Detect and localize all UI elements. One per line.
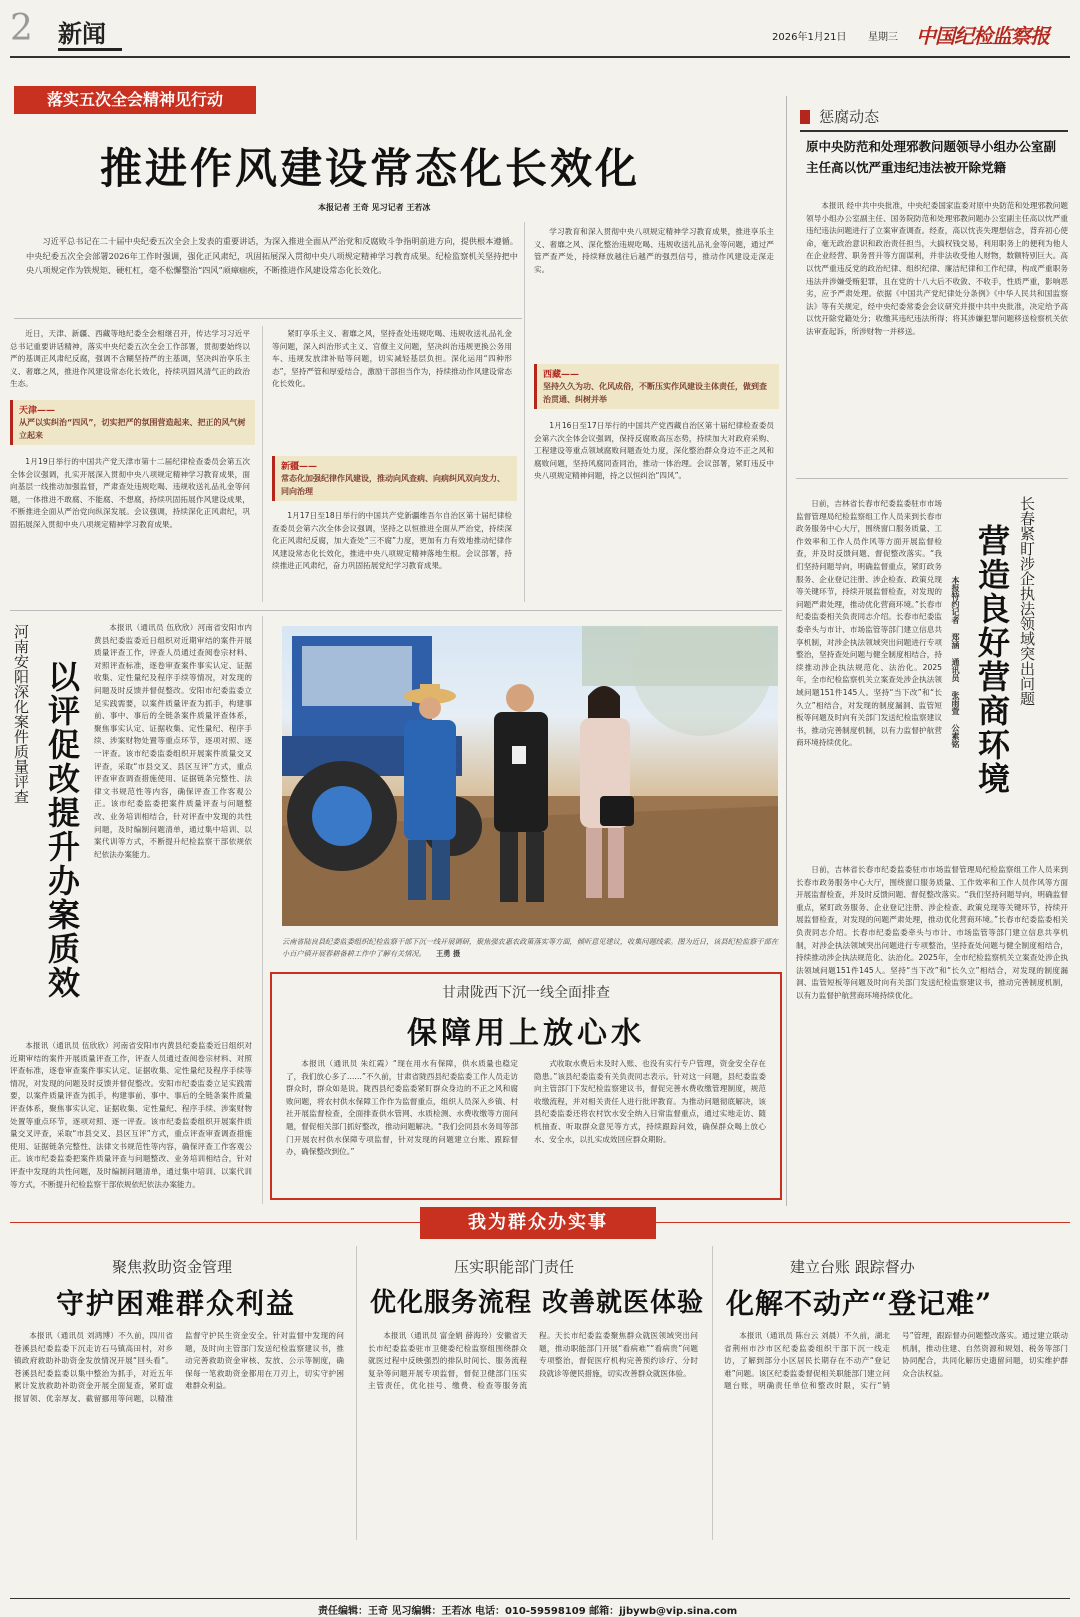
wwbz1-body: 本报讯（通讯员 刘鸿博）不久前，四川省苍溪县纪委监委下沉走访石马镇高田村，对乡镇政府救助补助资金发放情况开展“回头看”。苍溪县纪委监委以集中整治为抓手，对近五年累计发放救助补助资金开展全面复查，紧盯虚报冒领、优亲厚友、截留挪用等问题，以精准监督守护民生资金安全。针对监督中发现的问题，及时向主管部门发送纪检监察建议书，推动完善救助资金审核、发放、公示等制度，确保每一笔救助资金都用在刀刃上，切实守护困难群众利益。: [14, 1331, 344, 1403]
issue-date: 2026年1月21日: [772, 32, 847, 43]
col-sep-2: [524, 222, 525, 602]
lead-col2-para: 紧盯享乐主义、奢靡之风，坚持查处违规吃喝、违规收送礼品礼金等问题，深入纠治形式主义、官僚主义问题，坚决纠治违规更换公务用车、违规发放津补贴等问题，切实减轻基层负担。深化运用“四种形态”，坚持严管和厚爱结合，激励干部担当作为，持续推动作风建设常态化长效化。: [272, 329, 512, 389]
wwbz-sep-2: [712, 1246, 713, 1540]
issue-weekday: 星期三: [868, 32, 898, 43]
xizang-tag: 西藏——: [543, 370, 580, 380]
wwbz-banner-label: 我为群众办实事: [468, 1212, 608, 1233]
changchun-kicker: 长春紧盯涉企执法领域突出问题: [1018, 496, 1036, 706]
changchun-headline: 营造良好营商环境: [973, 524, 1011, 796]
gansu-body-right: 式收取水费后未及时入账、也没有实行专户管理，资金安全存在隐患。”该县纪委监委有关负责同志表示。针对这一问题，县纪委监委向主管部门下发纪检监察建议书，督促完善水费收缴管理制度，规范收缴流程，并对相关责任人进行批评教育。为推动问题彻底解决，该县纪委监委还将农村饮水安全纳入日常监督重点，通过实地走访、随机抽查、听取群众意见等方式，持续跟踪问效，确保群众喝上放心水、安全水，以扎实成效回应群众期盼。: [534, 1059, 766, 1144]
henan-sep: [262, 616, 263, 1204]
gansu-body-left: 本报讯（通讯员 朱红霞）“现在用水有保障，供水质量也稳定了，我们放心多了……”不久前，甘肃省陇西县纪委监委工作人员走访群众时，群众如是说。陇西县纪委监委紧盯群众身边的不正之风和腐败问题，将农村供水保障工作作为监督重点，组织人员深入乡镇、村社开展监督检查，全面排查供水管网、水质检测、水费收缴等方面问题，督促相关部门抓好整改，推动问题解决。“我们会同县水务局等部门开展农村供水保障专项监督，针对发现的问题建立台账、跟踪督办，确保整改到位。”: [286, 1059, 518, 1157]
lead-col2b-para: 1月17日至18日举行的中国共产党新疆维吾尔自治区第十届纪律检查委员会第六次全体会议强调，坚持之以恒推进全面从严治党，持续深化正风肃纪反腐，加大查处“三不腐”力度，更加有力有效地推动纪律作风建设常态化长效化，推进中央八项规定精神落地生根。会议部署，持续推进正风肃纪，奋力巩固拓展党纪学习教育成果。: [272, 511, 512, 571]
wwbz-sep-1: [356, 1246, 357, 1540]
wwbz1-headline: 守护困难群众利益: [56, 1287, 297, 1320]
wwbz1-kicker: 聚焦救助资金管理: [112, 1258, 233, 1276]
wwbz2-body: 本报讯（通讯员 富金娟 薛海玲）安徽省天长市纪委监委驻市卫健委纪检监察组围绕群众就医过程中反映强烈的排队时间长、服务流程复杂等问题开展专项监督，督促卫健部门压实主管责任，优化挂号、缴费、检查等服务流程。天长市纪委监委聚焦群众就医领域突出问题，推动职能部门开展“看病难”“看病贵”问题专项整治，督促医疗机构完善预约诊疗、分时段就诊等便民措施，切实改善群众就医体验。: [368, 1331, 698, 1391]
photo-caption: [282, 936, 778, 960]
footer-editors: 责任编辑：王奇 见习编辑：王若冰 电话：010-59598109 邮箱：jjbywb@vip.sina.com: [318, 1606, 738, 1617]
lead-col3-para: 学习教育和深入贯彻中央八项规定精神学习教育成果，推进享乐主义、奢靡之风、深化整治违规吃喝、违规收送礼品礼金等问题，通过严管严查严处，持续释放越往后越严的强烈信号，推动作风建设走深走实。: [534, 227, 774, 274]
xizang-subhead: [534, 364, 779, 409]
section-underline: [58, 48, 122, 51]
wwbz-banner: [420, 1207, 656, 1239]
lead-col1-para: 近日，天津、新疆、西藏等地纪委全会相继召开，传达学习习近平总书记重要讲话精神，落实中央纪委五次全会工作部署，贯彻要始终以严的基调正风肃纪反腐，强调不含糊坚持严的主基调，坚决纠治享乐主义、奢靡之风，推进作风建设常态化长效化，持续巩固风清气正的政治生态。: [10, 329, 250, 389]
wwbz3-kicker: 建立台账 跟踪督办: [790, 1258, 915, 1276]
anti-corruption-label: 惩腐动态: [819, 108, 880, 126]
col-sep-1: [262, 326, 263, 602]
lead-col1b-para: 1月19日举行的中国共产党天津市第十二届纪律检查委员会第五次全体会议强调，扎实开展深入贯彻中央八项规定精神学习教育成果，面向基层一线推动加强监督，严肃查处违规吃喝、违规收送礼品礼金等问题，一体推进不敢腐、不能腐、不想腐，持续巩固拓展作风建设成果，不断推进全面从严治党向纵深发展。会议强调，持续深化正风肃纪，巩固拓展深入贯彻中央八项规定精神学习教育成果。: [10, 457, 250, 529]
page-number: 2: [10, 8, 33, 49]
news-photo: [282, 626, 778, 926]
wwbz3-body: 本报讯（通讯员 陈台云 刘晨）不久前，湖北省荆州市沙市区纪委监委组织干部下沉一线走访，了解到部分小区居民长期存在不动产“登记难”问题。该区纪委监委督促相关职能部门建立问题台账，明确责任单位和整改时限，实行“销号”管理，跟踪督办问题整改落实。通过建立联动机制，推动住建、自然资源和规划、税务等部门协同配合，共同化解历史遗留问题，切实维护群众合法权益。: [724, 1331, 1068, 1391]
gansu-box: [270, 972, 782, 1200]
xizang-sub: 坚持久久为功、化风成俗，不断压实作风建设主体责任，做到查治贯通、纠树并举: [543, 382, 767, 404]
section-label: 新闻: [58, 19, 106, 48]
wwbz2-kicker: 压实职能部门责任: [454, 1258, 575, 1276]
right-col-sep: [786, 96, 787, 1206]
lead-bottom-rule: [10, 610, 782, 611]
masthead-rule: [10, 56, 1070, 58]
intro-rule: [14, 318, 522, 319]
lead-intro: 习近平总书记在二十届中央纪委五次全会上发表的重要讲话，为深入推进全面从严治党和反腐败斗争指明前进方向，提供根本遵循。中央纪委五次全会部署2026年工作时强调，强化正风肃纪，巩固拓展深入贯彻中央八项规定精神学习教育成果。纪检监察机关坚持把中央八项规定作为铁规矩、硬杠杠，毫不松懈整治“四风”顽瘴痼疾，不断推进作风建设常态化长效化。: [26, 236, 518, 275]
henan-body-wide: 本报讯（通讯员 伍欣欣）河南省安阳市内黄县纪委监委近日组织对近期审结的案件开展质量评查工作，评查人员通过查阅卷宗材料、对照评查标准，逐卷审查案件事实认定、证据收集、定性量纪及程序手续等情况，对发现的问题及时反馈并督促整改。安阳市纪委监委立足实践需要，以案件质量评查为抓手，构建事前、事中、事后的全链条案件质量评查体系，聚焦事实认定、证据收集、定性量纪、程序手续、涉案财物处置等重点环节，逐项对照、逐一评查。该市纪委监委组织开展案件质量交叉评查，采取“市县交叉、县区互评”方式，重点评查审查调查措施使用、证据链条完整性、法律文书规范性等内容，确保评查工作客观公正。该市纪委监委把案件质量评查与问题整改、业务培训相结合，针对评查中发现的共性问题，及时编制问题清单，通过集中培训、以案代训等方式，不断提升纪检监察干部依规依纪依法办案能力。: [10, 1041, 252, 1189]
wwbz2-headline: 优化服务流程 改善就医体验: [370, 1288, 705, 1318]
photo-scene: [282, 626, 778, 926]
gansu-headline: 保障用上放心水: [407, 1016, 645, 1051]
henan-kicker: 河南安阳深化案件质量评查: [12, 624, 30, 804]
photo-caption-text: 云南省陆良县纪委监委组织纪检监察干部下沉一线开展调研，聚焦强农惠农政策落实等方面，倾听意见建议，收集问题线索。图为近日，该县纪检监察干部在小百户镇开展春耕备耕工作中了解有关情况。: [282, 937, 778, 958]
paper-logo: 中国纪检监察报: [916, 24, 1049, 48]
lead-col3b-para: 1月16日至17日举行的中国共产党西藏自治区第十届纪律检查委员会第六次全体会议强调，保持反腐败高压态势，持续加大对政府采购、工程建设等重点领域腐败问题查处力度，深化整治群众身边不正之风和腐败问题，坚持风腐同查同治，推动一体治理。会议部署，紧盯违反中央八项规定精神问题，持之以恒纠治“四风”。: [534, 421, 774, 481]
xinjiang-sub: 常态化加强纪律作风建设，推动向风查病、向病纠风双向发力、同向治理: [281, 474, 505, 496]
footer-rule: [10, 1598, 1070, 1599]
tianjin-tag: 天津——: [19, 406, 56, 416]
anti-corruption-icon: [800, 110, 810, 124]
theme-banner-label: 落实五次全会精神见行动: [46, 90, 223, 109]
photo-credit: 王勇 摄: [436, 949, 461, 958]
wwbz3-headline: 化解不动产“登记难”: [726, 1287, 993, 1320]
gansu-kicker: 甘肃陇西下沉一线全面排查: [442, 985, 610, 1001]
henan-body: 本报讯（通讯员 伍欣欣）河南省安阳市内黄县纪委监委近日组织对近期审结的案件开展质量评查工作，评查人员通过查阅卷宗材料、对照评查标准，逐卷审查案件事实认定、证据收集、定性量纪及程序手续等情况，对发现的问题及时反馈并督促整改。安阳市纪委监委立足实践需要，以案件质量评查为抓手，构建事前、事中、事后的全链条案件质量评查体系，聚焦事实认定、证据收集、定性量纪、程序手续、涉案财物处置等重点环节，逐项对照、逐一评查。该市纪委监委组织开展案件质量交叉评查，采取“市县交叉、县区互评”方式，重点评查审查调查措施使用、证据链条完整性、法律文书规范性等内容，确保评查工作客观公正。该市纪委监委把案件质量评查与问题整改、业务培训相结合，针对评查中发现的共性问题，及时编制问题清单，通过集中培训、以案代训等方式，不断提升纪检监察干部依规依纪依法办案能力。: [94, 623, 252, 859]
anti-corruption-label-box: [800, 106, 879, 127]
xinjiang-subhead: [272, 456, 517, 501]
changchun-body-wide: 日前，吉林省长春市纪委监委驻市市场监督管理局纪检监察组工作人员来到长春市政务服务中心大厅，围绕窗口服务质量、工作效率和工作人员作风等方面开展监督检查，并及时反馈问题、督促整改落实。“我们坚持问题导向，明确监督重点，紧盯政务服务、企业登记注册、涉企检查、政策兑现等关键环节，持续开展监督检查，对发现的问题严肃处理，推动优化营商环境。”长春市纪委监委相关负责同志介绍。长春市纪委监委牵头与市计、市场监管等部门建立信息共享机制，对涉企执法领域突出问题进行专项整治，坚持查处问题与健全制度相结合，持续推动涉企执法规范化、法治化。2025年，全市纪检监察机关立案查处涉企执法领域问题151件145人。坚持“当下改”和“长久立”相结合，对发现的制度漏洞、监管短板等问题及时向有关部门发送纪检监察建议书，推动完善制度机制，以有力监督护航营商环境持续优化。: [796, 865, 1068, 1000]
anti-corruption-headline: 原中央防范和处理邪教问题领导小组办公室副主任高以忱严重违纪违法被开除党籍: [806, 139, 1057, 175]
changchun-body: 日前，吉林省长春市纪委监委驻市市场监督管理局纪检监察组工作人员来到长春市政务服务中心大厅，围绕窗口服务质量、工作效率和工作人员作风等方面开展监督检查，并及时反馈问题、督促整改落实。“我们坚持问题导向，明确监督重点，紧盯政务服务、企业登记注册、涉企检查、政策兑现等关键环节，持续开展监督检查，对发现的问题严肃处理，推动优化营商环境。”长春市纪委监委相关负责同志介绍。长春市纪委监委牵头与市计、市场监管等部门建立信息共享机制，对涉企执法领域突出问题进行专项整治，坚持查处问题与健全制度相结合，持续推动涉企执法规范化、法治化。2025年，全市纪检监察机关立案查处涉企执法领域问题151件145人。坚持“当下改”和“长久立”相结合，对发现的制度漏洞、监管短板等问题及时向有关部门发送纪检监察建议书，推动完善制度机制，以有力监督护航营商环境持续优化。: [796, 499, 942, 748]
tianjin-sub: 从严以实纠治“四风”，切实把严的氛围营造起来、把正的风气树立起来: [19, 418, 246, 440]
tianjin-subhead: [10, 400, 255, 445]
lead-byline: 本报记者 王奇 见习记者 王若冰: [318, 203, 431, 212]
theme-banner: [14, 86, 256, 114]
anti-corruption-body: 本报讯 经中共中央批准，中央纪委国家监委对原中央防范和处理邪教问题领导小组办公室副主任、国务院防范和处理邪教问题办公室副主任高以忱严重违纪违法问题进行了立案审查调查。经查，高以忱丧失理想信念，背弃初心使命，毫无政治意识和政治责任担当，大搞权钱交易，利用职务上的便利为他人在企业经营、职务晋升等方面谋利，并非法收受他人财物，数额特别巨大。高以忱严重违反党的政治纪律、组织纪律、廉洁纪律和工作纪律，构成严重职务违法并涉嫌受贿犯罪，且在党的十八大后不收敛、不收手，性质严重，影响恶劣，应予严肃处理。依据《中国共产党纪律处分条例》《中华人民共和国监察法》等有关规定，经中央纪委常委会会议研究并报中共中央批准，决定给予高以忱开除党籍处分；收缴其违纪违法所得；将其涉嫌犯罪问题移送检察机关依法审查起诉，所涉财物一并移送。: [806, 201, 1068, 336]
henan-headline: 以评促改提升办案质效: [43, 660, 81, 1000]
lead-headline: 推进作风建设常态化长效化: [100, 144, 641, 193]
anti-corruption-rule: [800, 130, 1068, 132]
xinjiang-tag: 新疆——: [281, 462, 318, 472]
anti-corruption-bottom-rule: [796, 478, 1068, 479]
changchun-byline: 本报特约记者 郑涵 通讯员 张雨萱 公素铭: [951, 576, 960, 748]
